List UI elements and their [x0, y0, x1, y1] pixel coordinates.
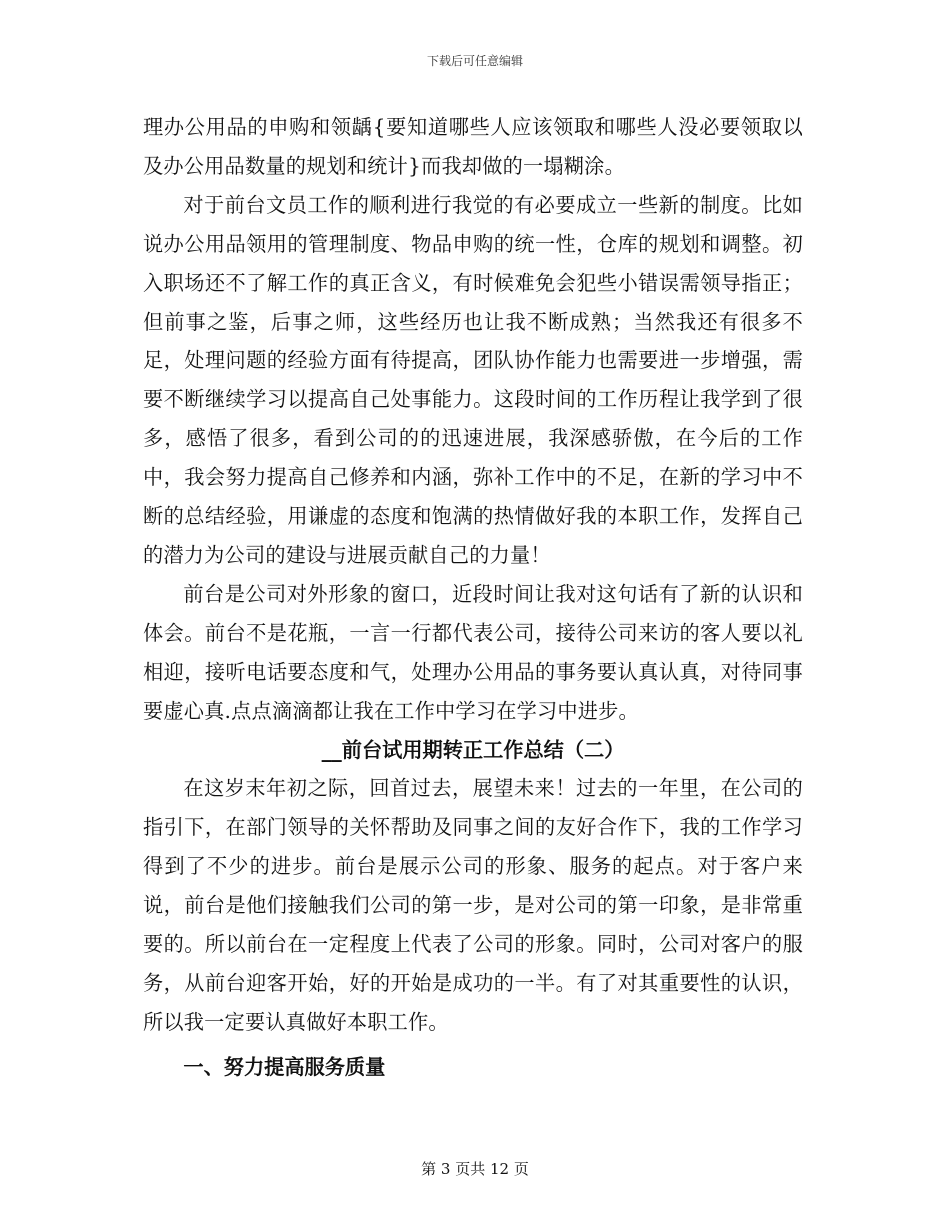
document-body: [143, 108, 803, 1087]
paragraph-front-desk-image: 前台是公司对外形象的窗口，近段时间让我对这句话有了新的认识和体会。前台不是花瓶，一言一行都代表公司，接待公司来访的客人要以礼相迎，接听电话要态度和气，处理办公用品的事务要认真认真，对待同事要虚心真.点点滴滴都让我在工作中学习在学习中进步。: [143, 581, 803, 723]
section-title: __前台试用期转正工作总结（二）: [321, 737, 625, 762]
paragraph-year-review: 在这岁末年初之际，回首过去，展望未来！过去的一年里，在公司的指引下，在部门领导的关怀帮助及同事之间的友好合作下，我的工作学习得到了不少的进步。前台是展示公司的形象、服务的起点。对于客户来说，前台是他们接触我们公司的第一步，是对公司的第一印象，是非常重要的。所以前台在一定程度上代表了公司的形象。同时，公司对客户的服务，从前台迎客开始，好的开始是成功的一半。有了对其重要性的认识，所以我一定要认真做好本职工作。: [143, 776, 803, 1034]
paragraph-continuation: 理办公用品的申购和领龋{要知道哪些人应该领取和哪些人没必要领取以及办公用品数量的规划和统计}而我却做的一塌糊涂。: [143, 115, 803, 178]
heading-improve-service: 一、努力提高服务质量: [183, 1054, 386, 1079]
page-header-note: 下载后可任意编辑: [426, 54, 523, 68]
paragraph-new-system: 对于前台文员工作的顺利进行我觉的有必要成立一些新的制度。比如说办公用品领用的管理制度、物品申购的统一性，仓库的规划和调整。初入职场还不了解工作的真正含义，有时候难免会犯些小错误需领导指正；但前事之鉴，后事之师，这些经历也让我不断成熟；当然我还有很多不足，处理问题的经验方面有待提高，团队协作能力也需要进一步增强，需要不断继续学习以提高自己处事能力。这段时间的工作历程让我学到了很多，感悟了很多，看到公司的的迅速进展，我深感骄傲，在今后的工作中，我会努力提高自己修养和内涵，弥补工作中的不足，在新的学习中不断的总结经验，用谦虚的态度和饱满的热情做好我的本职工作，发挥自己的潜力为公司的建设与进展贡献自己的力量！: [143, 192, 803, 567]
page-number: 第 3 页共 12 页: [421, 1160, 529, 1178]
